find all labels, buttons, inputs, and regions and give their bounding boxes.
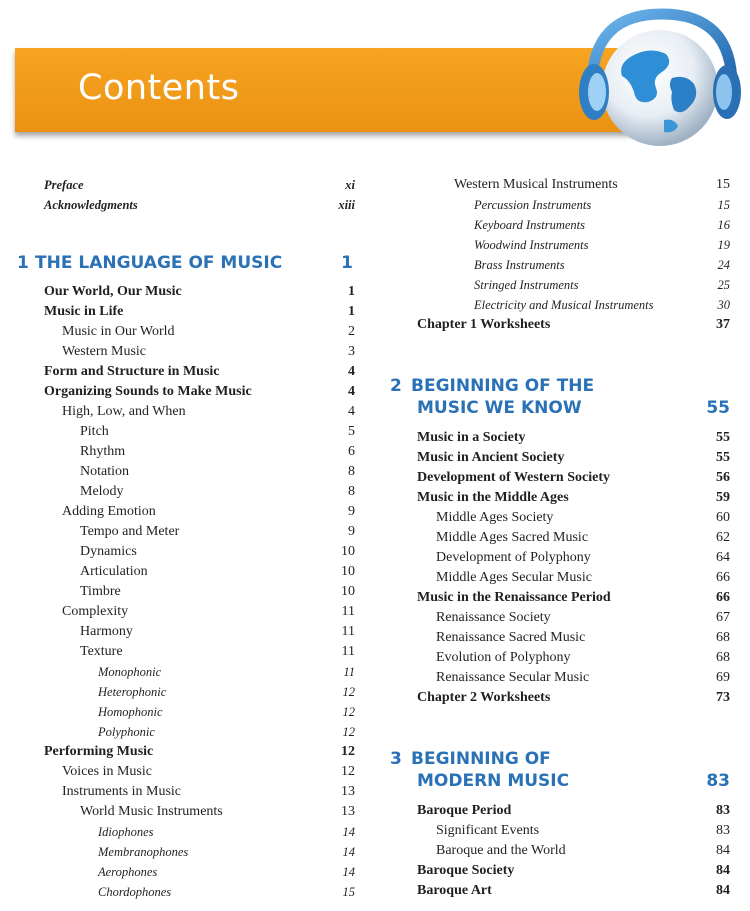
toc-entry: Music in Life 1 bbox=[44, 304, 355, 319]
toc-entry: Woodwind Instruments 19 bbox=[474, 238, 730, 252]
toc-entry: Articulation 10 bbox=[80, 564, 355, 579]
toc-entry: Baroque Art 84 bbox=[417, 883, 730, 898]
toc-entry: Tempo and Meter 9 bbox=[80, 524, 355, 539]
left-column bbox=[0, 0, 360, 911]
toc-entry: Texture 11 bbox=[80, 644, 355, 659]
toc-entry: Development of Polyphony 64 bbox=[436, 550, 730, 565]
toc-entry: Music in a Society 55 bbox=[417, 430, 730, 445]
toc-entry: Melody 8 bbox=[80, 484, 355, 499]
toc-entry-preface: Preface xi bbox=[44, 178, 355, 192]
toc-entry: Polyphonic 12 bbox=[98, 725, 355, 739]
toc-entry: World Music Instruments 13 bbox=[80, 804, 355, 819]
toc-entry: Development of Western Society 56 bbox=[417, 470, 730, 485]
toc-entry: Aerophones 14 bbox=[98, 865, 355, 879]
right-column bbox=[390, 0, 730, 911]
toc-entry: Percussion Instruments 15 bbox=[474, 198, 730, 212]
toc-entry: Baroque Society 84 bbox=[417, 863, 730, 878]
toc-entry: Rhythm 6 bbox=[80, 444, 355, 459]
toc-entry: Complexity 11 bbox=[62, 604, 355, 619]
toc-entry: Notation 8 bbox=[80, 464, 355, 479]
toc-entry: Homophonic 12 bbox=[98, 705, 355, 719]
toc-entry: Form and Structure in Music 4 bbox=[44, 364, 355, 379]
toc-entry: Timbre 10 bbox=[80, 584, 355, 599]
chapter-3-heading: 3 BEGINNING OF MODERN MUSIC 83 bbox=[390, 749, 730, 791]
toc-entry: Significant Events 83 bbox=[436, 823, 730, 838]
toc-entry: Middle Ages Sacred Music 62 bbox=[436, 530, 730, 545]
toc-entry: High, Low, and When 4 bbox=[62, 404, 355, 419]
toc-entry: Western Musical Instruments 15 bbox=[454, 177, 730, 192]
toc-entry: Brass Instruments 24 bbox=[474, 258, 730, 272]
toc-entry: Baroque and the World 84 bbox=[436, 843, 730, 858]
toc-entry: Membranophones 14 bbox=[98, 845, 355, 859]
toc-entry: Harmony 11 bbox=[80, 624, 355, 639]
toc-entry: Music in the Renaissance Period 66 bbox=[417, 590, 730, 605]
toc-entry: Heterophonic 12 bbox=[98, 685, 355, 699]
toc-entry: Our World, Our Music 1 bbox=[44, 284, 355, 299]
toc-entry: Music in Our World 2 bbox=[62, 324, 355, 339]
chapter-1-heading: 1 THE LANGUAGE OF MUSIC 1 bbox=[17, 253, 353, 273]
toc-entry: Organizing Sounds to Make Music 4 bbox=[44, 384, 355, 399]
toc-entry: Pitch 5 bbox=[80, 424, 355, 439]
toc-entry: Chapter 1 Worksheets 37 bbox=[417, 317, 730, 332]
toc-entry: Chordophones 15 bbox=[98, 885, 355, 899]
chapter-2-heading: 2 BEGINNING OF THE MUSIC WE KNOW 55 bbox=[390, 376, 730, 418]
toc-entry: Middle Ages Secular Music 66 bbox=[436, 570, 730, 585]
toc-entry: Chapter 2 Worksheets 73 bbox=[417, 690, 730, 705]
toc-entry: Music in Ancient Society 55 bbox=[417, 450, 730, 465]
toc-entry: Adding Emotion 9 bbox=[62, 504, 355, 519]
toc-entry: Baroque Period 83 bbox=[417, 803, 730, 818]
toc-entry: Idiophones 14 bbox=[98, 825, 355, 839]
toc-entry: Monophonic 11 bbox=[98, 665, 355, 679]
toc-entry: Dynamics 10 bbox=[80, 544, 355, 559]
toc-entry: Renaissance Sacred Music 68 bbox=[436, 630, 730, 645]
toc-entry-acknowledgments: Acknowledgments xiii bbox=[44, 198, 355, 212]
page-title: Contents bbox=[78, 68, 240, 108]
toc-entry: Instruments in Music 13 bbox=[62, 784, 355, 799]
toc-entry: Keyboard Instruments 16 bbox=[474, 218, 730, 232]
toc-entry: Stringed Instruments 25 bbox=[474, 278, 730, 292]
toc-entry: Evolution of Polyphony 68 bbox=[436, 650, 730, 665]
toc-entry: Voices in Music 12 bbox=[62, 764, 355, 779]
toc-entry: Renaissance Society 67 bbox=[436, 610, 730, 625]
toc-entry: Electricity and Musical Instruments 30 bbox=[474, 298, 730, 312]
toc-entry: Performing Music 12 bbox=[44, 744, 355, 759]
toc-entry: Western Music 3 bbox=[62, 344, 355, 359]
toc-entry: Middle Ages Society 60 bbox=[436, 510, 730, 525]
toc-entry: Music in the Middle Ages 59 bbox=[417, 490, 730, 505]
toc-entry: Renaissance Secular Music 69 bbox=[436, 670, 730, 685]
